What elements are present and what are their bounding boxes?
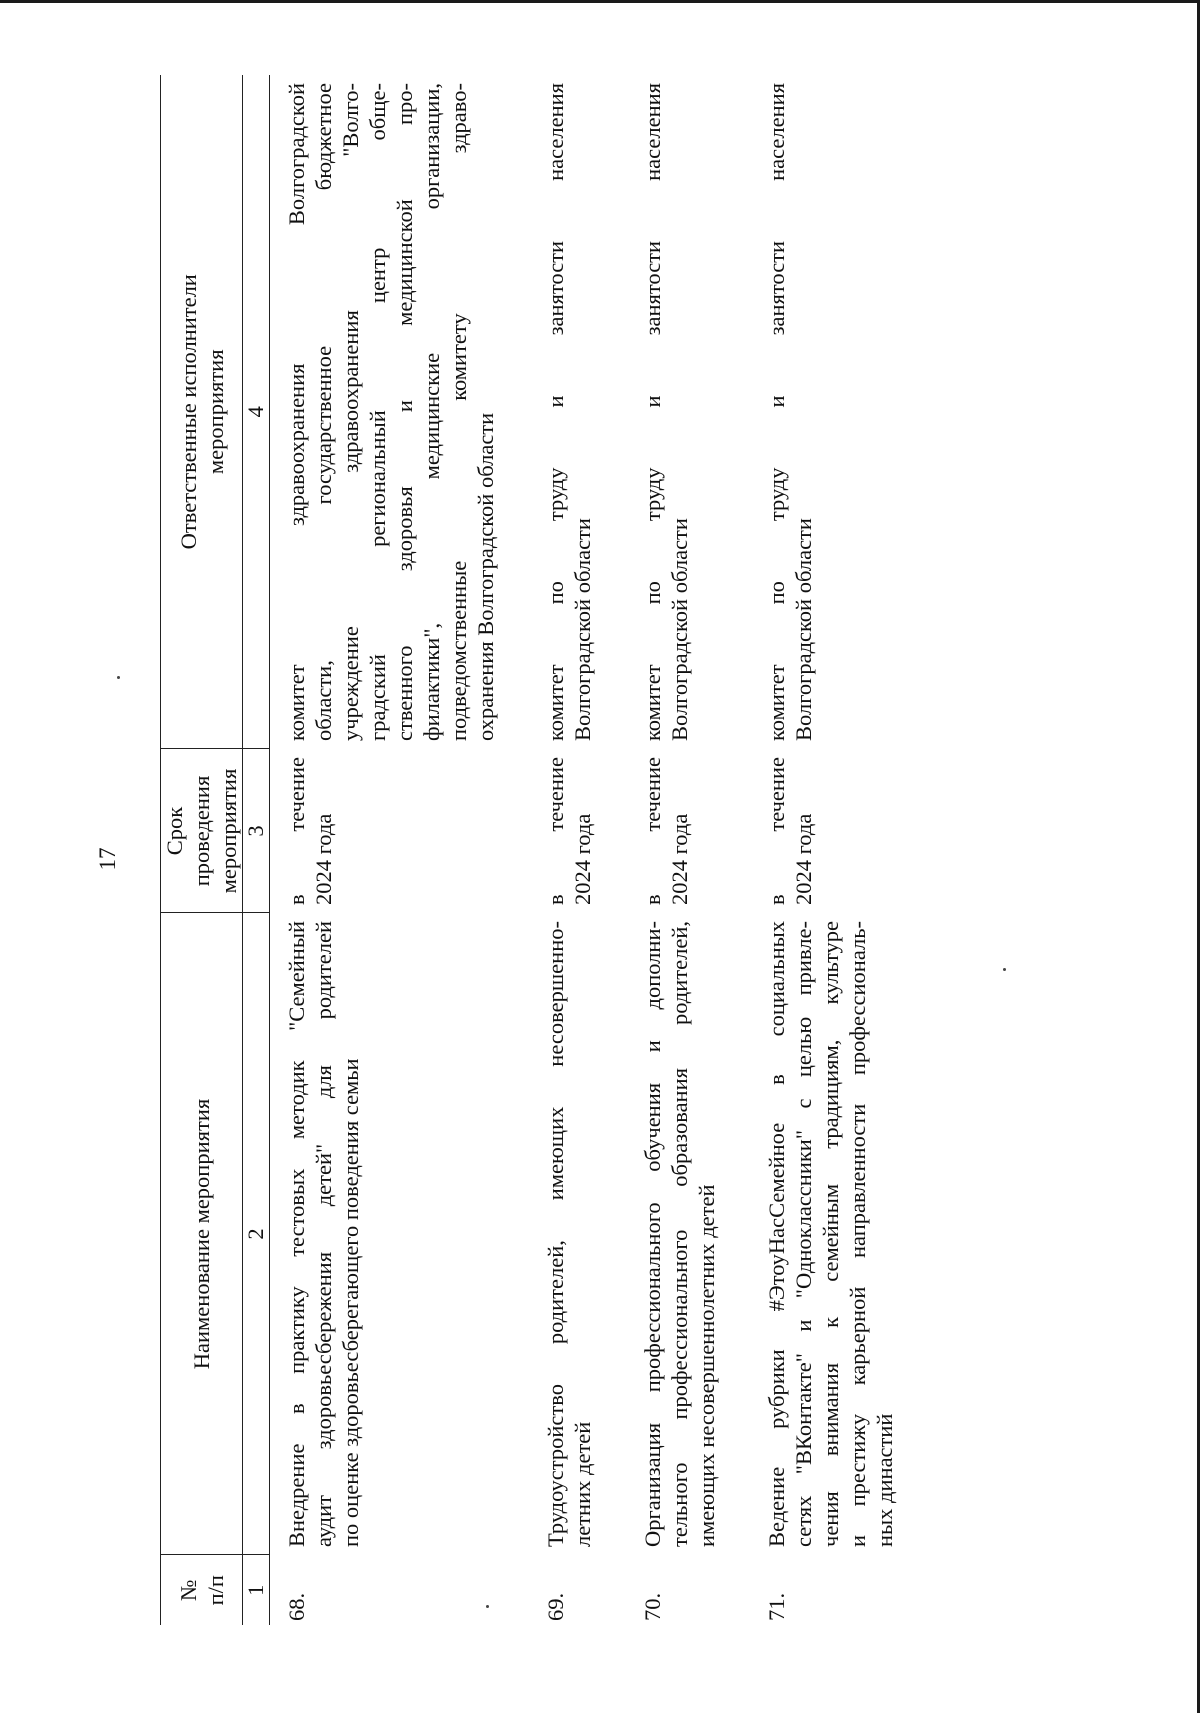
header-event-name: Наименование мероприятия [161,913,243,1555]
event-executors [750,75,928,749]
event-term-line: 2024 года [791,813,816,905]
event-executors [529,75,626,749]
table-row [270,75,530,1625]
header-number: № п/п [161,1555,243,1625]
table-row [529,75,626,1625]
scan-speck [117,676,120,679]
events-table [160,75,928,1625]
table-row [750,75,928,1625]
event-term-line: в течение [764,757,789,905]
scan-speck [486,1605,489,1608]
event-term [750,749,928,913]
column-number: 4 [243,75,270,749]
column-number-row [243,75,270,1625]
event-executors-line: Волгоградской области [667,518,692,741]
event-name [750,913,928,1555]
event-name-line: чения внимания к семейным традициям, культуре [818,921,843,1547]
column-number: 1 [243,1555,270,1625]
event-name-line: Трудоустройство родителей, имеющих несовершенно- [543,921,568,1547]
row-number: 71. [764,1592,789,1621]
row-number: 69. [543,1592,568,1621]
rotated-table-sheet [95,75,1070,1625]
scan-speck [1003,968,1006,971]
event-name-line: Организация профессионального обучения и дополни- [640,921,665,1547]
event-name-line: летних детей [570,1421,595,1547]
event-name-line: тельного профессионального образования родителей, [667,921,692,1547]
event-term-line: в течение [543,757,568,905]
event-executors [270,75,530,749]
event-executors-line: комитет по труду и занятости населения [764,83,789,741]
event-executors-line: ственного здоровья и медицинской про- [392,83,417,741]
event-name-line: и престижу карьерной направленности профессиональ- [845,921,870,1547]
event-name-line: Ведение рубрики #ЭтоуНасСемейное в социальных [764,921,789,1547]
header-term: Срок проведения мероприятия [161,749,243,913]
event-name [270,913,530,1555]
event-term [626,749,750,913]
column-number: 3 [243,749,270,913]
event-executors-line: охранения Волгоградской области [473,412,498,741]
event-term [270,749,530,913]
event-executors-line: Волгоградской области [570,518,595,741]
event-executors-line: подведомственные комитету здраво- [446,83,471,741]
event-term-line: в течение [640,757,665,905]
event-executors-line: комитет по труду и занятости населения [640,83,665,741]
event-name-line: Внедрение в практику тестовых методик "Семейный [284,921,309,1547]
event-executors [626,75,750,749]
event-name-line: сетях "ВКонтакте" и "Одноклассники" с целью привле- [791,921,816,1547]
event-term-line: 2024 года [667,813,692,905]
event-executors-line: комитет по труду и занятости населения [543,83,568,741]
column-number: 2 [243,913,270,1555]
event-executors-line: Волгоградской области [791,518,816,741]
event-executors-line: градский региональный центр обще- [365,83,390,741]
event-executors-line: комитет здравоохранения Волгоградской [284,83,309,741]
event-name [529,913,626,1555]
table-row [626,75,750,1625]
event-name-line: по оценке здоровьесберегающего поведения семьи [338,1058,363,1547]
event-executors-line: филактики", медицинские организации, [419,83,444,741]
header-executors: Ответственные исполнители мероприятия [161,75,243,749]
event-name-line: имеющих несовершеннолетних детей [694,1184,719,1547]
event-term [529,749,626,913]
event-executors-line: учреждение здравоохранения "Волго- [338,83,363,741]
event-term-line: в течение [284,757,309,905]
event-name-line: ных династий [872,1413,897,1547]
row-number: 70. [640,1592,665,1621]
event-term-line: 2024 года [311,813,336,905]
event-name [626,913,750,1555]
row-number: 68. [284,1592,309,1621]
event-term-line: 2024 года [570,813,595,905]
table-header-row [161,75,243,1625]
page-number: 17 [95,847,120,871]
event-name-line: аудит здоровьесбережения детей" для родителей [311,921,336,1547]
event-executors-line: области, государственное бюджетное [311,83,336,741]
